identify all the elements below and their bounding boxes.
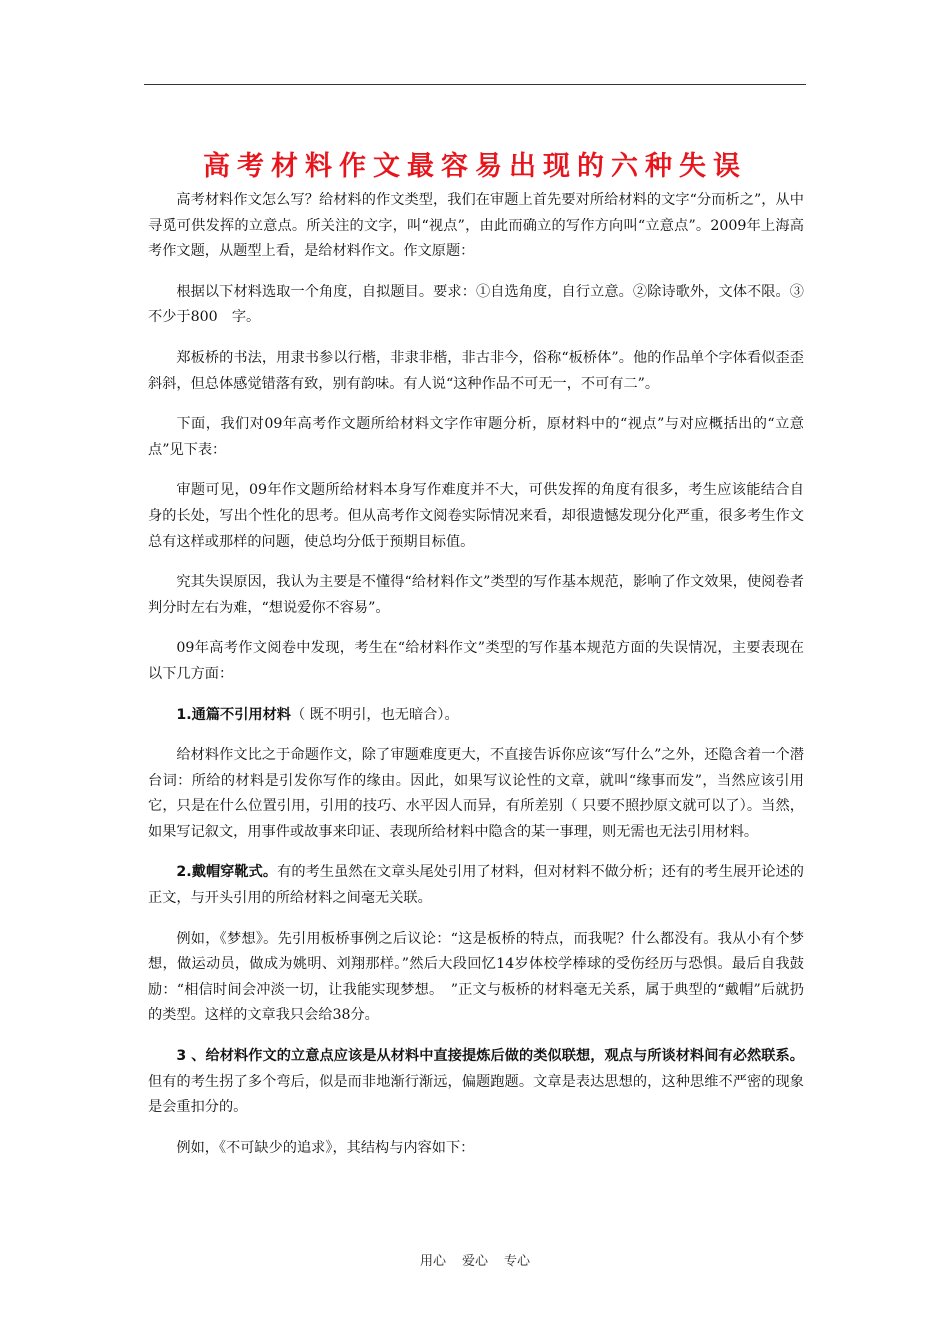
paragraph-6: 究其失误原因，我认为主要是不懂得“给材料作文”类型的写作基本规范，影响了作文效果，使阅卷者判分时左右为难，“想说爱你不容易”。	[148, 574, 804, 616]
paragraph-2: 根据以下材料选取一个角度，自拟题目。要求：①自选角度，自行立意。②除诗歌外，文体不限。③不少于800 字。	[148, 283, 804, 326]
section-heading-1-bold: 1.通篇不引用材料	[176, 706, 291, 723]
paragraph-7: 09年高考作文阅卷中发现，考生在“给材料作文”类型的写作基本规范方面的失误情况，主要表现在以下几方面：	[148, 640, 804, 682]
section-heading-1: 1.通篇不引用材料（ 既不明引，也无暗合）。	[176, 706, 459, 723]
header-rule	[144, 84, 806, 85]
paragraph-1: 高考材料作文怎么写？给材料的作文类型，我们在审题上首先要对所给材料的文字“分而析之”，从中寻觅可供发挥的立意点。所关注的文字，叫“视点”，由此而确立的写作方向叫“立意点”。2009年上海高考作文题，从题型上看，是给材料作文。作文原题：	[148, 192, 804, 260]
section-heading-3-bold: 3 、给材料作文的立意点应该是从材料中直接提炼后做的类似联想，观点与所谈材料间有必然联系。	[176, 1048, 804, 1065]
paragraph-5: 审题可见，09年作文题所给材料本身写作难度并不大，可供发挥的角度有很多，考生应该能结合自身的长处，写出个性化的思考。但从高考作文阅卷实际情况来看，却很遗憾发现分化严重，很多考生作文总有这样或那样的问题，使总均分低于预期目标值。	[148, 482, 804, 550]
section-heading-2-bold: 2.戴帽穿靴式。	[176, 864, 278, 881]
paragraph-9: 例如，《梦想》。先引用板桥事例之后议论：“这是板桥的特点，而我呢？什么都没有。我从小有个梦想，做运动员，做成为姚明、刘翔那样。”然后大段回忆14岁体校学棒球的受伤经历与恐惧。最后自我鼓励：“相信时间会冲淡一切，让我能实现梦想。 ”正文与板桥的材料毫无关系，属于典型的“戴帽”后就扔的类型。这样的文章我只会给38分。	[148, 930, 804, 1024]
paragraph-10: 例如，《不可缺少的追求》，其结构与内容如下：	[176, 1139, 475, 1156]
footer-word-2: 爱心	[461, 1254, 488, 1269]
footer-word-3: 专心	[504, 1254, 531, 1269]
footer-word-1: 用心	[419, 1254, 446, 1269]
section-heading-2: 2.戴帽穿靴式。有的考生虽然在文章头尾处引用了材料，但对材料不做分析；还有的考生展开论述的正文，与开头引用的所给材料之间毫无关联。	[148, 864, 804, 907]
page-footer	[0, 1250, 950, 1269]
paragraph-8: 给材料作文比之于命题作文，除了审题难度更大，不直接告诉你应该“写什么”之外，还隐含着一个潜台词：所给的材料是引发你写作的缘由。因此，如果写议论性的文章，就叫“缘事而发”，当然应该引用它，只是在什么位置引用，引用的技巧、水平因人而异，有所差别（ 只要不照抄原文就可以了）。当然，如果写记叙文，用事件或故事来印证、表现所给材料中隐含的某一事理，则无需也无法引用材料。	[148, 747, 804, 840]
section-heading-3: 3 、给材料作文的立意点应该是从材料中直接提炼后做的类似联想，观点与所谈材料间有必然联系。但有的考生拐了多个弯后，似是而非地渐行渐远，偏题跑题。文章是表达思想的，这种思维不严密的现象是会重扣分的。	[148, 1048, 804, 1116]
paragraph-4: 下面，我们对09年高考作文题所给材料文字作审题分析，原材料中的“视点”与对应概括出的“立意点”见下表：	[148, 416, 804, 458]
article-body	[148, 188, 804, 1176]
paragraph-3: 郑板桥的书法，用隶书参以行楷，非隶非楷，非古非今，俗称“板桥体”。他的作品单个字体看似歪歪斜斜，但总体感觉错落有致，别有韵味。有人说“这种作品不可无一，不可有二”。	[148, 349, 804, 392]
page-title: 高考材料作文最容易出现的六种失误	[203, 151, 747, 183]
